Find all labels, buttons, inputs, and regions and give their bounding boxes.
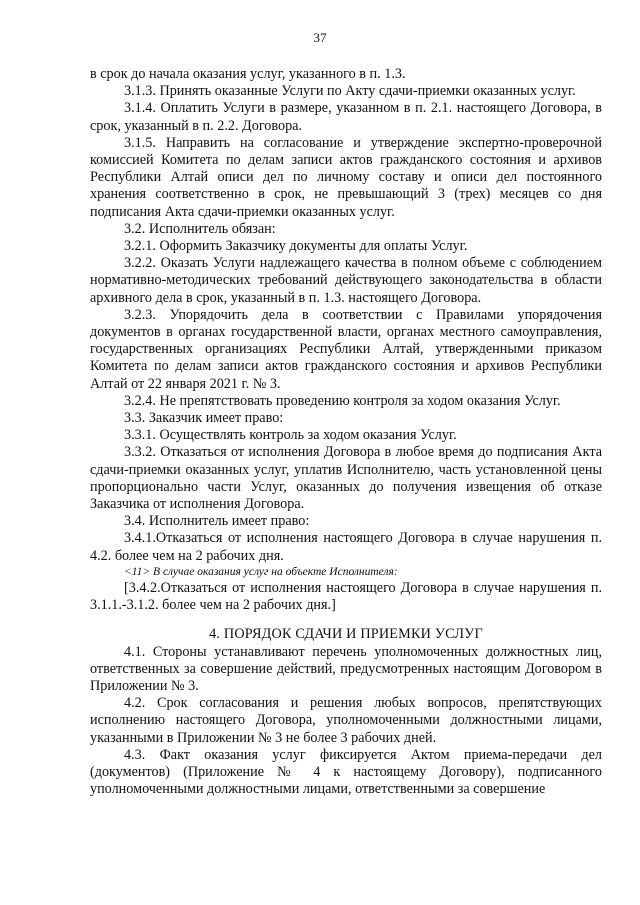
paragraph-group-section-3 xyxy=(90,66,602,565)
paragraph: 3.3.1. Осуществлять контроль за ходом оказания Услуг. xyxy=(124,427,457,444)
paragraph: 3.2.4. Не препятствовать проведению контроля за ходом оказания Услуг. xyxy=(124,392,561,409)
paragraph: 3.1.5. Направить на согласование и утверждение экспертно-проверочной комиссией Комитета по делам записи актов гражданского состояния и архивов Республики Алтай описи дел по личному составу и описи дел постоянного хранения соответственно в срок, не превышающий 3 (трех) месяцев со дня подписания Акта сдачи-приемки оказанных услуг. xyxy=(90,134,602,220)
paragraph: 3.2.3. Упорядочить дела в соответствии с Правилами упорядочения документов в органах государственной власти, органах местного самоуправления, государственных организациях Республики Алтай, утвержденными приказом Комитета по делам записи актов гражданского состояния и архивов Республики Алтай от 22 января 2021 г. № 3. xyxy=(90,306,602,392)
paragraph: 3.4. Исполнитель имеет право: xyxy=(124,513,310,530)
paragraph: 3.1.3. Принять оказанные Услуги по Акту сдачи-приемки оказанных услуг. xyxy=(124,83,576,100)
paragraph: 4.2. Срок согласования и решения любых вопросов, препятствующих исполнению настоящего Договора, уполномоченными должностными лицами, указанными в Приложении № 3 не более 3 рабочих дней. xyxy=(90,695,602,746)
paragraph: 4.3. Факт оказания услуг фиксируется Актом приема-передачи дел (документов) (Приложение № 4 к настоящему Договору), подписанного уполномоченными должностными лицами, ответственными за совершение xyxy=(90,746,602,798)
paragraph: 3.2.2. Оказать Услуги надлежащего качества в полном объеме с соблюдением нормативно-методических требований действующего законодательства в области архивного дела в срок, указанный в п. 1.3. настоящего Договора. xyxy=(90,255,602,306)
paragraph: 3.2.1. Оформить Заказчику документы для оплаты Услуг. xyxy=(124,238,468,255)
paragraph-3-4-2: [3.4.2.Отказаться от исполнения настоящего Договора в случае нарушения п. 3.1.1.-3.1.2. более чем на 2 рабочих дня.] xyxy=(90,579,602,614)
paragraph: 3.3. Заказчик имеет право: xyxy=(124,410,284,427)
section-heading: 4. ПОРЯДОК СДАЧИ И ПРИЕМКИ УСЛУГ xyxy=(209,626,483,643)
page-number: 37 xyxy=(313,30,327,45)
footnote-note: <11> В случае оказания услуг на объекте Исполнителя: xyxy=(124,565,398,578)
paragraph: 4.1. Стороны устанавливают перечень уполномоченных должностных лиц, ответственных за совершение действий, предусмотренных настоящим Договором в Приложении № 3. xyxy=(90,643,602,694)
paragraph: в срок до начала оказания услуг, указанного в п. 1.3. xyxy=(90,66,406,82)
paragraph-group-section-4 xyxy=(90,644,602,799)
document-body xyxy=(90,66,602,798)
paragraph: 3.4.1.Отказаться от исполнения настоящего Договора в случае нарушения п. 4.2. более чем на 2 рабочих дня. xyxy=(90,530,602,564)
paragraph: 3.1.4. Оплатить Услуги в размере, указанном в п. 2.1. настоящего Договора, в срок, указанный в п. 2.2. Договора. xyxy=(90,100,602,134)
paragraph: 3.3.2. Отказаться от исполнения Договора в любое время до подписания Акта сдачи-приемки оказанных услуг, уплатив Исполнителю, часть установленной цены пропорционально части Услуг, оказанных до получения извещения об отказе Заказчика от исполнения Договора. xyxy=(90,444,602,513)
paragraph: 3.2. Исполнитель обязан: xyxy=(124,220,276,237)
